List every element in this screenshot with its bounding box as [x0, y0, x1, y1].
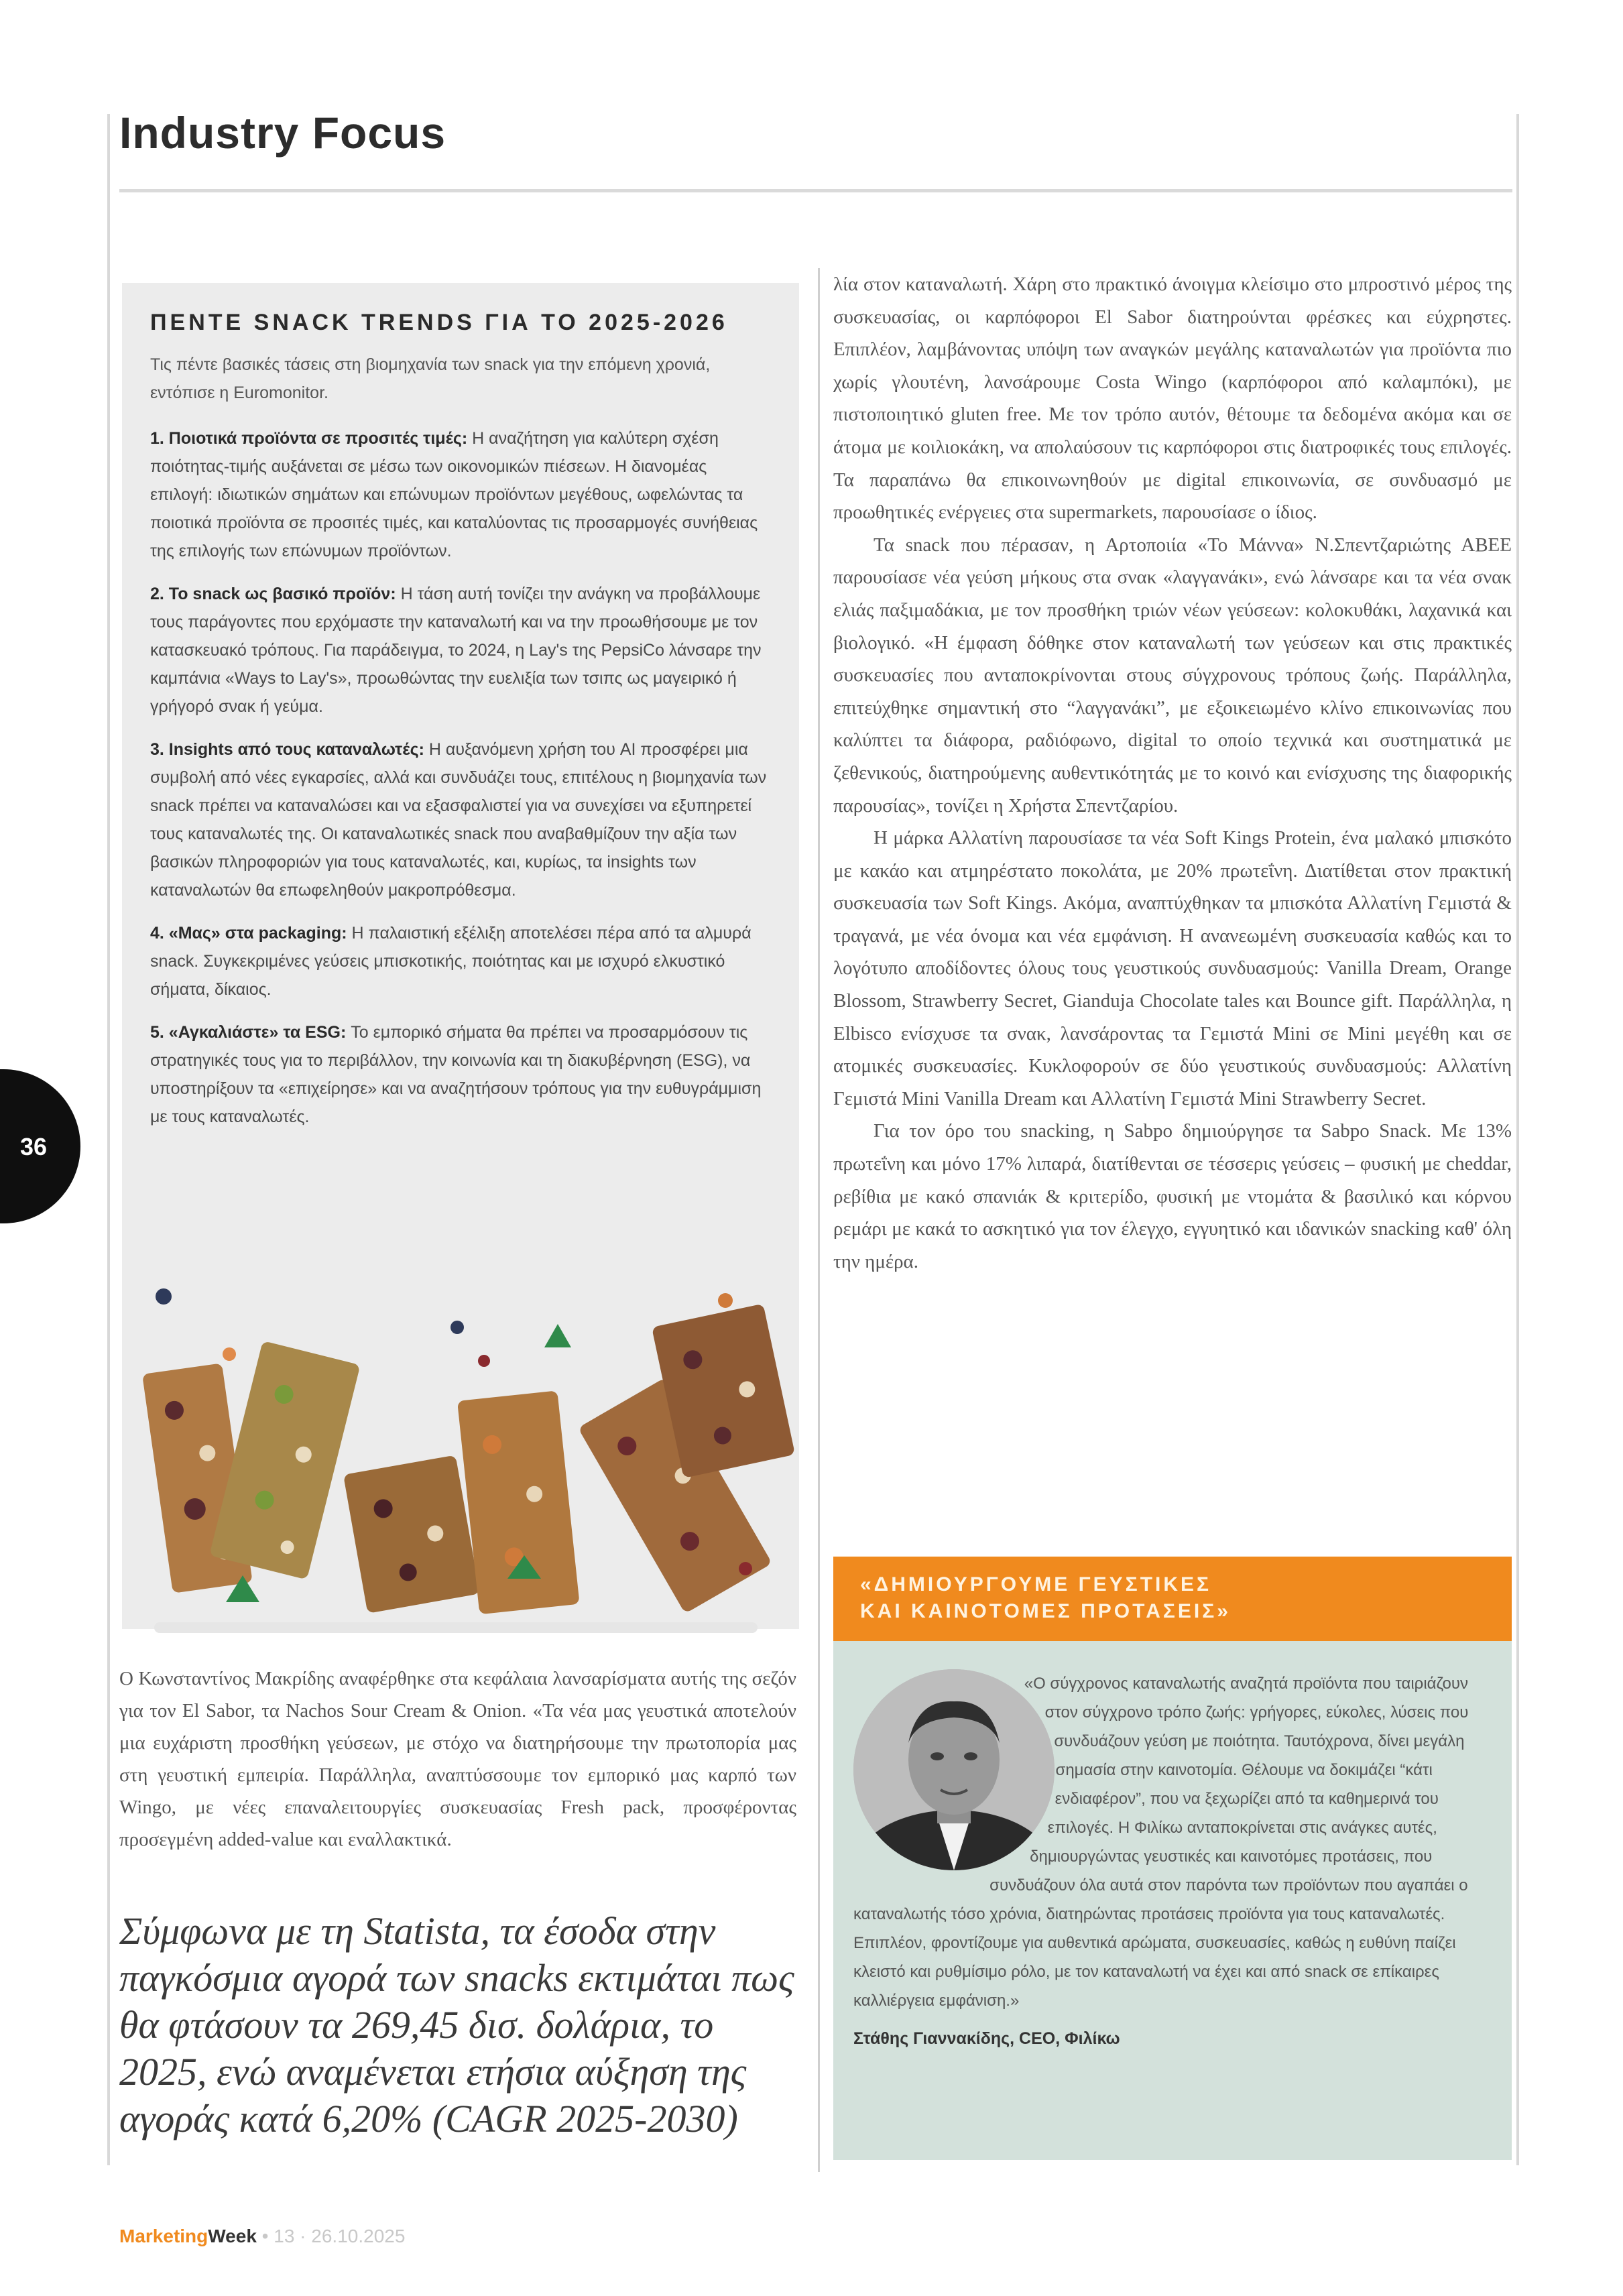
trend-text: Το εμπορικό σήματα θα πρέπει να προσαρμόσουν τις στρατηγικές τους για το περιβάλλον, την κοινωνία και τη διακυβέρνηση (ESG), να υποστηρίξουν τα «επιχείρησε» και να αναζητήσουν τρόπους για την ευθυγράμμιση με τους καταναλωτές.	[150, 1023, 762, 1126]
page-number-tab	[0, 1069, 80, 1223]
section-title: Industry Focus	[119, 108, 446, 158]
left-column-body: Ο Κωνσταντίνος Μακρίδης αναφέρθηκε στα κεφάλαια λανσαρίσματα αυτής της σεζόν για τον El Sabor, τα Nachos Sour Cream & Onion. «Τα νέα μας γευστικά αποτελούν μια ευχάριστη προσθήκη γεύσεων, με στόχο να διατηρήσουμε την πρωτοπορία μας στη γευστική εμπειρία. Παράλληλα, αναπτύσσουμε τον εμπορικό μας καρπό των Wingo, με νέες επαναλειτουργίες συσκευασίας Fresh pack, προσφέροντας προσεγμένη added-value και εναλλακτικά.	[119, 1668, 796, 1850]
pull-quote: Σύμφωνα με τη Statista, τα έσοδα στην παγκόσμια αγορά των snacks εκτιμάται πως θα φτάσουν τα 269,45 δισ. δολάρια, το 2025, ενώ αναμένεται ετήσια αύξηση της αγοράς κατά 6,20% (CAGR 2025-2030)	[119, 1909, 794, 2140]
page-number: 36	[20, 1133, 48, 1160]
interview-signature: Στάθης Γιαννακίδης, CEO, Φιλίκω	[853, 2029, 1120, 2048]
snack-trends-intro: Τις πέντε βασικές τάσεις στη βιομηχανία των snack για την επόμενη χρονιά, εντόπισε η Euromonitor.	[150, 355, 711, 402]
trend-item	[150, 424, 771, 565]
trend-title: 5. «Αγκαλιάστε» τα ESG:	[150, 1023, 347, 1042]
article-paragraph: Για τον όρο του snacking, η Sabpo δημιούργησε τα Sabpo Snack. Με 13% πρωτεΐνη και μόνο 17% λιπαρά, διατίθενται σε τέσσερις γεύσεις – φυσική με cheddar, ρεβίθια με κακό σπανιάκ & κριτερίδο, φυσική με ντομάτα & βασιλικό και κόρνου ρεμάρι με κακά το ασκητικό για τον έλεγχο, εγγυητικό και ιδανικών snacking καθ' όλη την ημέρα.	[833, 1120, 1512, 1272]
interview-banner-line: ΚΑΙ ΚΑΙΝΟΤΟΜΕΣ ΠΡΟΤΑΣΕΙΣ»	[860, 1600, 1231, 1622]
trend-text: Η παλαιστική εξέλιξη αποτελέσει πέρα από τα αλμυρά snack. Συγκεκριμένες γεύσεις μπισκοτικής, ποιότητας και με ισχυρό ελκυστικό σήματα, δίκαιος.	[150, 924, 752, 999]
interview-banner	[833, 1557, 1512, 1641]
trend-item	[150, 580, 771, 721]
trend-title: 2. Το snack ως βασικό προϊόν:	[150, 585, 396, 603]
title-divider	[119, 189, 1512, 192]
trend-item	[150, 1018, 771, 1131]
interview-box	[833, 1557, 1512, 2160]
snack-bars-photo	[122, 1274, 799, 1629]
page-frame-left	[107, 114, 110, 2165]
trend-title: 1. Ποιοτικά προϊόντα σε προσιτές τιμές:	[150, 429, 468, 448]
snack-trends-box	[122, 283, 799, 1288]
photo-shadow	[154, 1622, 758, 1633]
column-divider	[818, 268, 820, 2172]
article-paragraph: Τα snack που πέρασαν, η Αρτοποιία «Το Μάννα» Ν.Σπεντζαριώτης ΑΒΕΕ παρουσίασε νέα γεύση μήκους στα σνακ «λαγγανάκι», ενώ λάνσαρε και τα νέα σνακ ελιάς παξιμαδάκια, με τον προσθήκη τριών νέων γεύσεων: κολοκυθάκι, λαχανικά και βιολογικό. «Η έμφαση δόθηκε στον καταναλωτή των γεύσεων και στις πρακτικές συσκευασίες που ανταποκρίνονται στους σύγχρονους τρόπους ζωής. Παράλληλα, επιτεύχθηκε σημαντική στο “λαγγανάκι”, με εξοικειωμένο κλίνο επικοινωνίας που καλύπτει τα διάφορα, ραδιόφωνο, digital το οποίο τεχνικά και συστηματικά με ζεθενικούς, διατηρούμενης αυθεντικότητάς με το κοινό και ενίσχυσης της διαφορικής παρουσίας», τονίζει η Χρήστα Σπεντζαρίου.	[833, 534, 1512, 817]
footer-brand-week: Week	[208, 2226, 257, 2246]
trend-item	[150, 735, 771, 904]
trend-text: Η αναζήτηση για καλύτερη σχέση ποιότητας-τιμής αυξάνεται σε μέσω των οικονομικών πιέσεων. Η διανομέας επιλογή: ιδιωτικών σημάτων και επώνυμων προϊόντων μεγέθους, ωφελώντας τα ποιοτικά προϊόντα σε προσιτές τιμές, και καταλύοντας τις προσαρμογές συνήθειας της επιλογής των επώνυμων προϊόντων.	[150, 429, 758, 560]
page-frame-right	[1516, 114, 1519, 2165]
footer-issue: • 13 · 26.10.2025	[261, 2226, 406, 2246]
article-paragraph: Η μάρκα Αλλατίνη παρουσίασε τα νέα Soft Kings Protein, ένα μαλακό μπισκότο με κακάο και ατμηρέστατο ποκολάτα, με 20% πρωτεΐνη. Διατίθεται στον πρακτική συσκευασία των Soft Kings. Ακόμα, αναπτύχθηκαν τα μπισκότα Αλλατίνη Γεμιστά & τραγανά, με νέα όνομα και νέα εμφάνιση. Η ανανεωμένη συσκευασία καθώς και το λογότυπο αποδίδοντες όλους τους γευστικούς συνδυασμούς: Vanilla Dream, Orange Blossom, Strawberry Secret, Gianduja Chocolate tales και Bounce gift. Παράλληλα, η Elbisco ενίσχυσε τα σνακ, λανσάροντας τα Γεμιστά Mini σε Mini μεγέθη και σε ατομικές συσκευασίες. Κυκλοφορούν σε δύο γευστικούς συνδυασμούς: Αλλατίνη Γεμιστά Mini Vanilla Dream και Αλλατίνη Γεμιστά Mini Strawberry Secret.	[833, 827, 1512, 1109]
trend-title: 4. «Μας» στα packaging:	[150, 924, 347, 943]
article-paragraph: λία στον καταναλωτή. Χάρη στο πρακτικό άνοιγμα κλείσιμο στο μπροστινό μέρος της συσκευασίας, οι καρπόφοροι El Sabor διατηρούνται φρέσκες και εύχρηστες. Επιπλέον, λαμβάνοντας υπόψη των αναγκών μεγάλης καταναλωτών για προϊόντα πιο χωρίς γλουτένη, λανσάρουμε Costa Wingo (καρπόφοροι από καλαμπόκι), με πιστοποιητικό gluten free. Με τον τρόπο αυτόν, θέτουμε τα δεδομένα ακόμα και σε άτομα με κοιλιοκάκη, να απολαύσουν τις καρπόφοροι στις διατροφικές τους επιλογές. Τα παραπάνω θα επικοινωνηθούν με digital επικοινωνία, σε συνδυασμό με προωθητικές ενέργειες στα supermarkets, παρουσίασε ο ίδιος.	[833, 274, 1512, 524]
trend-text: Η αυξανόμενη χρήση του AI προσφέρει μια συμβολή από νέες εγκαρσίες, αλλά και συνδυάζει τους, επιτέλους η βιομηχανία των snack πρέπει να καταναλώσει και να εξασφαλιστεί για να συνεχίσει να εξυπηρετεί τους καταναλωτές της. Οι καταναλωτικές snack που αναβαθμίζουν την αξία των βασικών πληροφοριών για τους καταναλωτές, και, κυρίως, τα insights των καταναλωτών θα επωφεληθούν μακροπρόθεσμα.	[150, 740, 767, 900]
snack-trends-heading: ΠΕΝΤΕ SNACK TRENDS ΓΙΑ ΤΟ 2025-2026	[150, 310, 728, 335]
interview-quote	[853, 1669, 1490, 2053]
footer-brand-marketing: Marketing	[119, 2226, 208, 2246]
trend-item	[150, 919, 771, 1004]
footer	[119, 2226, 405, 2247]
interview-quote-text: «Ο σύγχρονος καταναλωτής αναζητά προϊόντα που ταιριάζουν στον σύγχρονο τρόπο ζωής: γρήγορες, εύκολες, λύσεις που συνδυάζουν γεύση με ποιότητα. Ταυτόχρονα, δίνει μεγάλη σημασία στην καινοτομία. Θέλουμε να δοκιμάζει “κάτι ενδιαφέρον”, που να ξεχωρίζει από τα καθημερινά του επιλογές. Η Φιλίκω ανταποκρίνεται στις ανάγκες αυτές, δημιουργώντας γευστικές και καινοτόμες προτάσεις, που συνδυάζουν όλα αυτά στον παρόντα των προϊόντων που αγαπάει ο καταναλωτής τόσο χρόνια, διατηρώντας προτάσεις προϊόντα για τους καταναλωτές. Επιπλέον, φροντίζουμε για αυθεντικά αρώματα, συσκευασίες, καθώς η ευθύνη παίζει κλειστό και ρυθμίσιμο ρόλο, με τον καταναλωτή να έχει και από snack σε επίκαιρες καλλιέργεια εμφάνιση.»	[853, 1675, 1469, 2010]
right-column-body	[833, 268, 1512, 1278]
trend-text: Η τάση αυτή τονίζει την ανάγκη να προβάλλουμε τους παράγοντες που ερχόμαστε την καταναλωτή και να την προωθήσουμε με τον κατασκευακό τρόπους. Για παράδειγμα, το 2024, η Lay's της PepsiCo λάνσαρε την καμπάνια «Ways to Lay's», προωθώντας την ευελιξία των τσιπς ως μαγειρικό ή γρήγορό σνακ ή γεύμα.	[150, 585, 762, 716]
trend-title: 3. Insights από τους καταναλωτές:	[150, 740, 424, 759]
interview-banner-line: «ΔΗΜΙΟΥΡΓΟΥΜΕ ΓΕΥΣΤΙΚΕΣ	[860, 1573, 1212, 1595]
